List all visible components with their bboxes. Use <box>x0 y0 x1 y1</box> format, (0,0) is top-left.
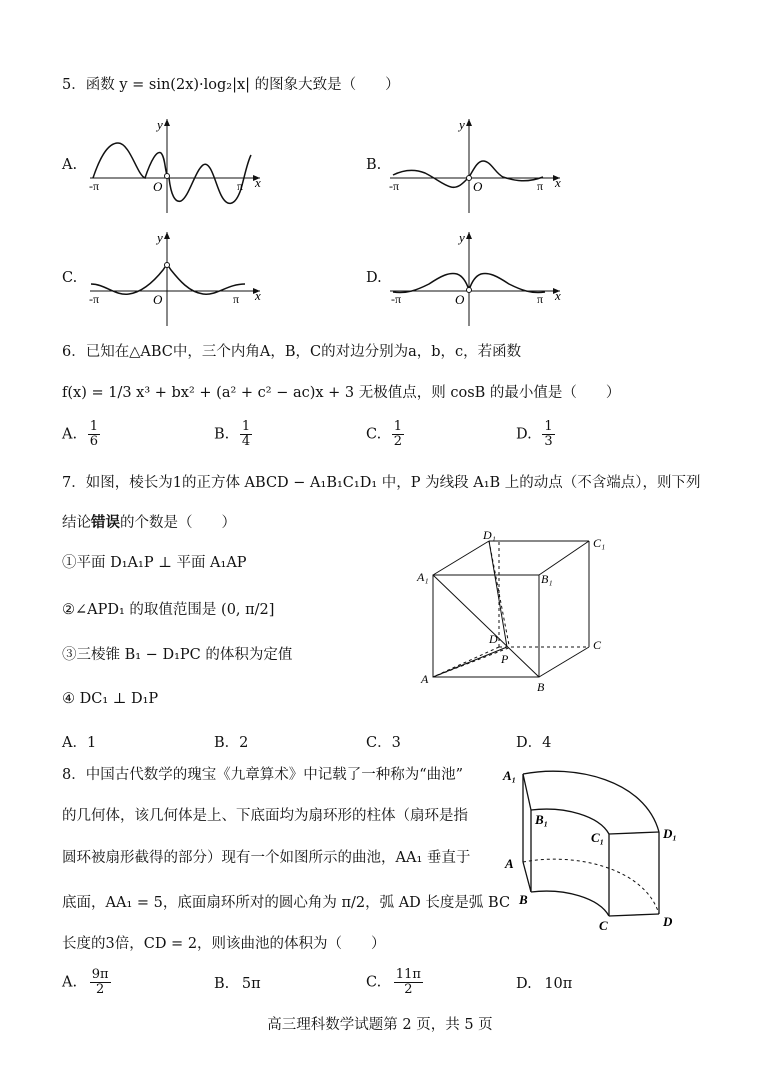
svg-text:A₁: A₁ <box>503 768 517 783</box>
svg-text:P: P <box>501 652 509 666</box>
svg-text:-π: -π <box>391 292 402 306</box>
q7-choice-a: A．1 <box>62 735 97 751</box>
q8-choice-d: D. 10π <box>516 976 573 992</box>
q7-line2: 结论错误的个数是（ ） <box>62 514 236 531</box>
q8-choice-b: B. 5π <box>214 976 261 992</box>
q7-choice-d: D．4 <box>516 735 552 751</box>
q5a-y-label: y <box>157 117 163 132</box>
q7-statement-3: ③三棱锥 B₁ − D₁PC 的体积为定值 <box>62 647 293 663</box>
svg-text:D: D <box>489 632 498 646</box>
svg-text:y: y <box>157 230 163 245</box>
svg-text:O: O <box>153 292 163 307</box>
svg-text:B₁: B₁ <box>535 812 549 827</box>
svg-text:A: A <box>421 672 429 686</box>
q6-line1: 6．已知在△ABC中，三个内角A，B，C的对边分别为a，b，c，若函数 <box>62 344 522 360</box>
q7-statement-4: ④ DC₁ ⊥ D₁P <box>62 691 159 707</box>
svg-text:A: A <box>505 856 514 871</box>
svg-text:B₁: B₁ <box>541 572 553 586</box>
q5-graph-a <box>85 115 275 215</box>
svg-text:D₁: D₁ <box>663 826 677 841</box>
page-footer: 高三理科数学试题第 2 页，共 5 页 <box>267 1017 493 1033</box>
q5-graph-b <box>385 115 575 215</box>
q7-statement-2: ②∠APD₁ 的取值范围是 (0, π/2] <box>62 602 275 618</box>
q8-line4: 底面，AA₁ = 5，底面扇环所对的圆心角为 π/2，弧 AD 长度是弧 BC <box>62 895 511 911</box>
q5a-neg-pi-label: -π <box>89 179 100 193</box>
q6-choice-c: C. $\frac{1}{2}$ <box>366 419 403 449</box>
svg-text:π: π <box>537 179 544 193</box>
q7-choice-c: C．3 <box>366 735 401 751</box>
svg-text:y: y <box>459 230 465 245</box>
svg-text:C₁: C₁ <box>593 536 606 550</box>
svg-text:B: B <box>537 680 545 694</box>
q8-choice-a: A. $\frac{9\pi}{2}$ <box>62 967 109 997</box>
q5-option-a-label: A. <box>62 157 78 173</box>
q7-cube-figure <box>415 525 615 695</box>
q7-choice-b: B．2 <box>214 735 249 751</box>
svg-text:π: π <box>233 292 240 306</box>
svg-text:O: O <box>473 179 483 194</box>
q5-stem: 5．函数 y = sin(2x)·log₂|x| 的图象大致是（ ） <box>62 77 400 93</box>
q6-line2: f(x) = 1/3 x³ + bx² + (a² + c² − ac)x + 3 无极值点，则 cosB 的最小值是（ ） <box>62 385 621 401</box>
q5a-x-label: x <box>255 175 261 190</box>
q8-line2: 的几何体，该几何体是上、下底面均为扇环形的柱体（扇环是指 <box>62 808 468 824</box>
q5-option-c-label: C. <box>62 270 78 286</box>
svg-text:C₁: C₁ <box>591 830 605 845</box>
q5-option-d-label: D. <box>366 270 382 286</box>
q7-statement-1: ①平面 D₁A₁P ⊥ 平面 A₁AP <box>62 555 247 571</box>
q5a-pi-label: π <box>237 179 244 193</box>
q5-graph-d <box>385 228 575 328</box>
svg-text:D₁: D₁ <box>483 528 496 542</box>
q8-line5: 长度的3倍，CD = 2，则该曲池的体积为（ ） <box>62 936 386 952</box>
svg-text:y: y <box>459 117 465 132</box>
svg-text:O: O <box>455 292 465 307</box>
q5-option-b-label: B. <box>366 157 382 173</box>
q6-choice-a: A. $\frac{1}{6}$ <box>62 419 98 449</box>
svg-text:A₁: A₁ <box>417 570 429 584</box>
svg-text:B: B <box>519 892 528 907</box>
q8-curved-pool-figure <box>495 760 695 940</box>
svg-text:x: x <box>255 288 261 303</box>
q8-choice-c: C. $\frac{11\pi}{2}$ <box>366 967 421 997</box>
q7-line1: 7．如图，棱长为1的正方体 ABCD − A₁B₁C₁D₁ 中，P 为线段 A₁B 上的动点（不含端点），则下列 <box>62 475 701 491</box>
q8-line1: 8．中国古代数学的瑰宝《九章算术》中记载了一种称为“曲池” <box>62 767 464 783</box>
svg-text:-π: -π <box>389 179 400 193</box>
q8-line3: 圆环被扇形截得的部分）现有一个如图所示的曲池，AA₁ 垂直于 <box>62 850 471 866</box>
q6-choice-b: B. $\frac{1}{4}$ <box>214 419 251 449</box>
q5-graph-c <box>85 228 275 328</box>
svg-text:-π: -π <box>89 292 100 306</box>
svg-text:x: x <box>555 288 561 303</box>
svg-text:C: C <box>593 638 602 652</box>
q5a-origin-label: O <box>153 179 163 194</box>
q6-choice-d: D. $\frac{1}{3}$ <box>516 419 553 449</box>
svg-text:π: π <box>537 292 544 306</box>
svg-text:D: D <box>663 914 673 929</box>
svg-text:x: x <box>555 175 561 190</box>
svg-text:C: C <box>599 918 608 933</box>
